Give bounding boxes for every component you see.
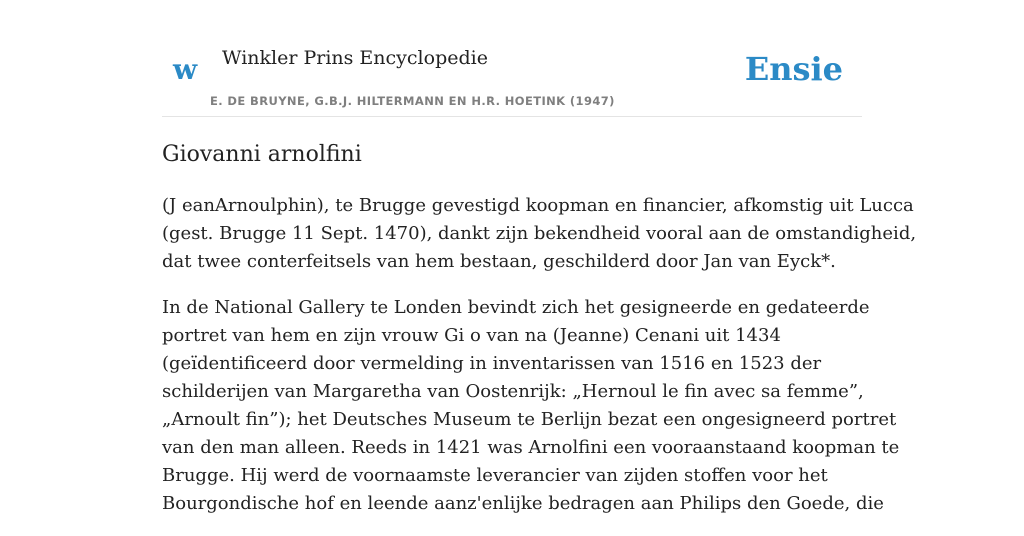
paragraph-line: dat twee conterfeitsels van hem bestaan, geschilderd door Jan van Eyck*. (162, 251, 836, 272)
paragraph-line: Bourgondische hof en leende aanz'enlijke bedragen aan Philips den Goede, die (162, 493, 884, 514)
winkler-prins-logo[interactable]: w (173, 53, 198, 86)
article-body (162, 192, 917, 536)
paragraph-line: „Arnoult fin”); het Deutsches Museum te Berlijn bezat een ongesigneerd portret (162, 409, 897, 430)
ensie-logo[interactable]: Ensie (744, 50, 843, 88)
article-title: Giovanni arnolfini (162, 142, 362, 167)
paragraph-line: van den man alleen. Reeds in 1421 was Arnolfini een vooraanstaand koopman te (162, 437, 900, 458)
article-paragraph (162, 192, 917, 276)
paragraph-line: Brugge. Hij werd de voornaamste leverancier van zijden stoffen voor het (162, 465, 828, 486)
paragraph-line: In de National Gallery te Londen bevindt zich het gesigneerde en gedateerde (162, 297, 870, 318)
source-title[interactable]: Winkler Prins Encyclopedie (222, 47, 488, 69)
paragraph-line: portret van hem en zijn vrouw Gi o van na (Jeanne) Cenani uit 1434 (162, 325, 781, 346)
paragraph-line: schilderijen van Margaretha van Oostenrijk: „Hernoul le fin avec sa femme”, (162, 381, 864, 402)
source-header (162, 0, 862, 117)
paragraph-line: (geïdentificeerd door vermelding in inventarissen van 1516 en 1523 der (162, 353, 822, 374)
paragraph-line: (gest. Brugge 11 Sept. 1470), dankt zijn bekendheid vooral aan de omstandigheid, (162, 223, 917, 244)
source-authors: E. DE BRUYNE, G.B.J. HILTERMANN EN H.R. HOETINK (1947) (210, 94, 615, 108)
article-paragraph (162, 294, 900, 518)
paragraph-line: (J eanArnoulphin), te Brugge gevestigd koopman en financier, afkomstig uit Lucca (162, 195, 914, 216)
